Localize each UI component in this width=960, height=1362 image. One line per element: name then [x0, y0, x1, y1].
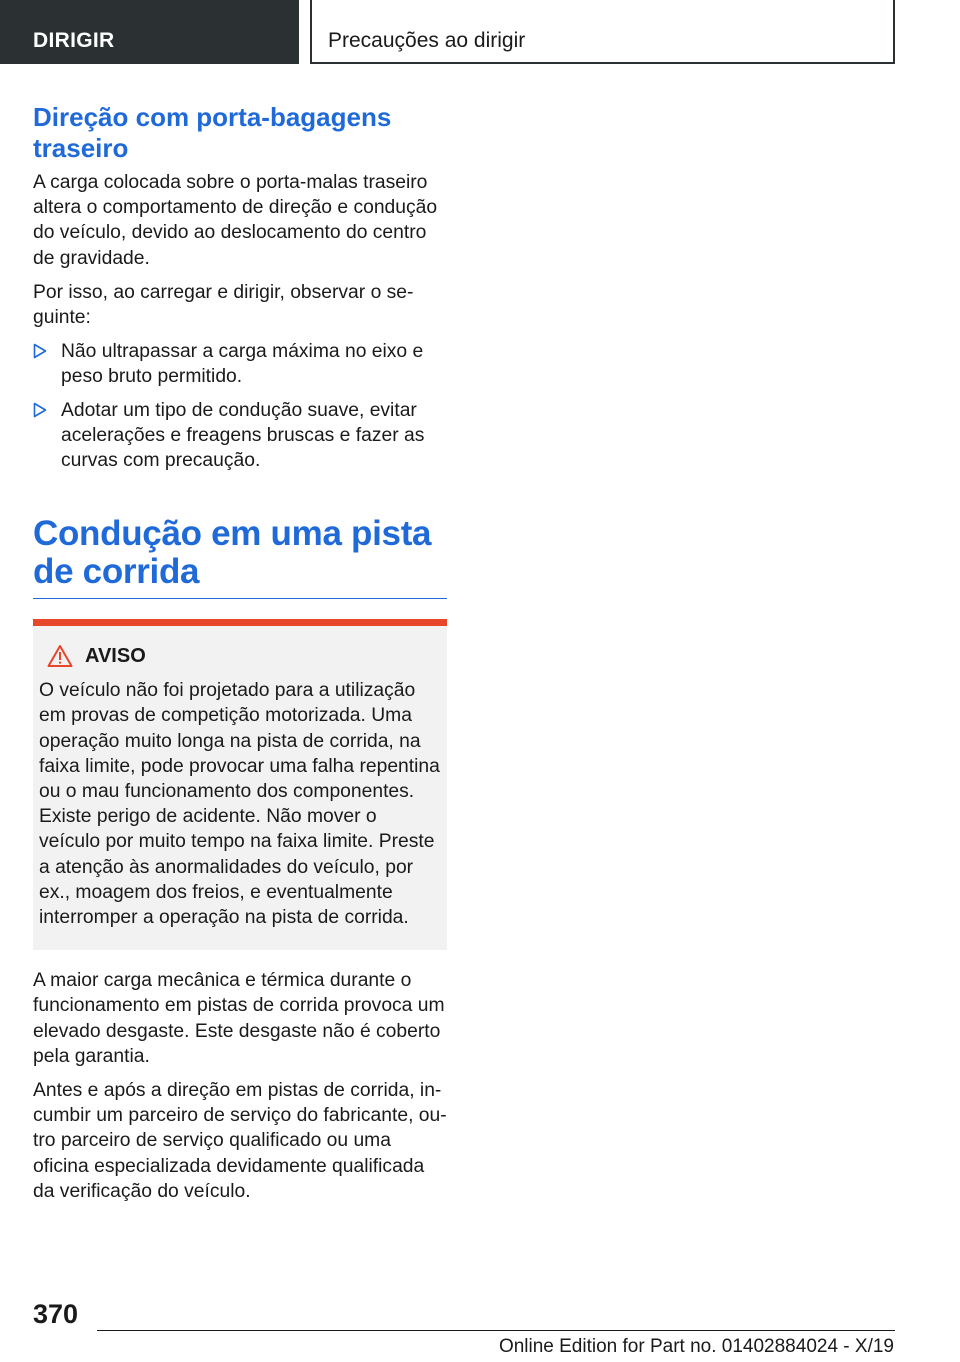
- triangle-right-icon: [33, 343, 47, 359]
- section1-paragraph-1: A carga colocada sobre o porta-malas traseiro altera o comportamento de direção e condução do veículo, devido ao deslocamento do centro de gravidade.: [33, 172, 438, 269]
- warning-title: AVISO: [85, 644, 146, 667]
- section1-bullet-list: [33, 339, 447, 473]
- header-section-tab: [0, 0, 299, 64]
- list-item: [33, 339, 447, 389]
- header-chapter-box: [310, 0, 895, 64]
- section1-paragraph-2: Por isso, ao carregar e dirigir, observar o seguinte:: [33, 281, 414, 329]
- warning-triangle-icon: [47, 644, 73, 668]
- warning-header: [39, 644, 441, 668]
- warning-text: O veículo não foi projetado para a utilização em provas de competição motorizada. Uma operação muito longa na pista de corrida, na faixa limite, pode provocar uma falha repentina ou o mau funcionamento dos componentes. Existe perigo de acidente. Não mover o veículo por muito tempo na faixa limite. Preste a atenção às anormalidades do veículo, por ex., moagem dos freios, e eventualmente interromper a operação na pista de corrida.: [39, 680, 440, 929]
- footer-edition: Online Edition for Part no. 01402884024 - X/19: [498, 1336, 894, 1357]
- warning-box: [33, 619, 447, 950]
- bullet-text: Adotar um tipo de condução suave, evitar acelerações e freagens bruscas e fazer as curvas com precaução.: [61, 399, 425, 472]
- heading-divider: [33, 598, 447, 599]
- header-section-label: DIRIGIR: [33, 29, 115, 52]
- footer-divider: [97, 1330, 895, 1331]
- section2-paragraph-1: A maior carga mecânica e térmica durante o funcionamento em pistas de corrida provoca um elevado desgaste. Este desgaste não é coberto pela garantia.: [33, 970, 445, 1067]
- list-item: [33, 398, 447, 474]
- section2-paragraph-2: Antes e após a direção em pistas de corrida, incumbir um parceiro de serviço do fabricante, outro parceiro de serviço qualificado ou uma oficina especializada devidamente qualificada da verificação do veículo.: [33, 1080, 447, 1202]
- bullet-text: Não ultrapassar a carga máxima no eixo e peso bruto permitido.: [61, 341, 424, 388]
- header-chapter-label: Precauções ao dirigir: [328, 29, 526, 52]
- triangle-right-icon: [33, 402, 47, 418]
- main-column: [33, 102, 447, 1213]
- section2-heading: Condução em uma pista de corrida: [33, 514, 432, 592]
- page-number: 370: [33, 1299, 79, 1329]
- section1-heading: Direção com porta-bagagens traseiro: [33, 102, 392, 163]
